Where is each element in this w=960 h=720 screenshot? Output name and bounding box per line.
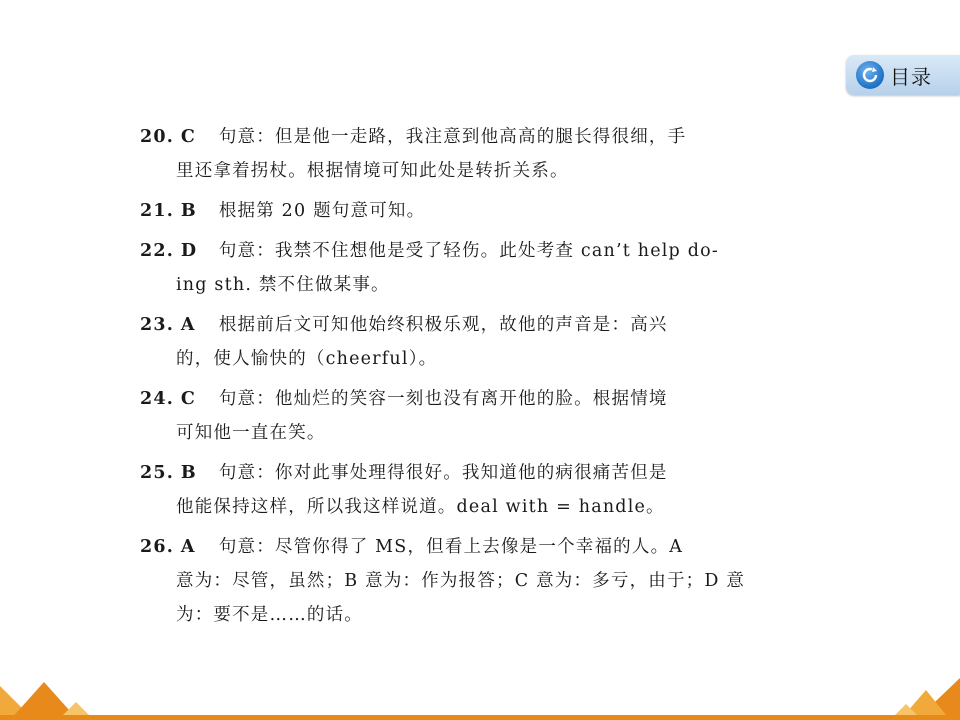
answer-key: A <box>180 315 196 335</box>
answer-text: 句意：他灿烂的笑容一刻也没有离开他的脸。根据情境 <box>218 389 668 409</box>
answer-text: 根据第 20 题句意可知。 <box>218 201 426 221</box>
answer-text: 意为：尽管，虽然；B 意为：作为报答；C 意为：多亏，由于；D 意 <box>176 571 746 591</box>
answer-text: 为：要不是……的话。 <box>176 605 363 625</box>
answer-text: 句意：但是他一走路，我注意到他高高的腿长得很细，手 <box>218 127 687 147</box>
corner-decoration-left <box>0 668 110 720</box>
answer-item <box>140 194 778 228</box>
answer-first-line <box>140 382 778 416</box>
answer-text: 里还拿着拐杖。根据情境可知此处是转折关系。 <box>176 161 569 181</box>
answer-text: 根据前后文可知他始终积极乐观，故他的声音是：高兴 <box>218 315 668 335</box>
answer-first-line <box>140 308 778 342</box>
answer-item <box>140 234 778 302</box>
answer-key: D <box>180 241 198 261</box>
answer-number: 26. <box>140 537 175 557</box>
answer-number: 23. <box>140 315 175 335</box>
answer-number: 22. <box>140 241 175 261</box>
answer-number: 21. <box>140 201 175 221</box>
answer-text: ing sth. 禁不住做某事。 <box>176 275 390 295</box>
answer-text: 的，使人愉快的（cheerful）。 <box>176 349 438 369</box>
answer-first-line <box>140 530 778 564</box>
answer-number: 25. <box>140 463 175 483</box>
answer-key: C <box>180 389 196 409</box>
answer-key: A <box>180 537 196 557</box>
answer-item <box>140 308 778 376</box>
answer-item <box>140 382 778 450</box>
answer-text: 句意：尽管你得了 MS，但看上去像是一个幸福的人。A <box>218 537 684 557</box>
answer-first-line <box>140 120 778 154</box>
answer-first-line <box>140 456 778 490</box>
answer-text: 他能保持这样，所以我这样说道。deal with = handle。 <box>176 497 665 517</box>
answer-key: B <box>180 463 197 483</box>
answer-text: 句意：我禁不住想他是受了轻伤。此处考查 can’t help do- <box>218 241 719 261</box>
answer-item <box>140 456 778 524</box>
corner-decoration-right <box>850 668 960 720</box>
answer-list <box>140 120 778 638</box>
answer-number: 24. <box>140 389 175 409</box>
toc-label: 目录 <box>890 64 932 89</box>
answer-number: 20. <box>140 127 175 147</box>
answer-item <box>140 120 778 188</box>
answer-first-line <box>140 234 778 268</box>
footer-bar <box>0 715 960 720</box>
toc-button[interactable] <box>846 55 960 95</box>
answer-item <box>140 530 778 632</box>
answer-first-line <box>140 194 778 228</box>
refresh-circle-icon <box>856 61 884 89</box>
answer-text: 句意：你对此事处理得很好。我知道他的病很痛苦但是 <box>218 463 668 483</box>
answer-key: C <box>180 127 196 147</box>
answer-key: B <box>180 201 197 221</box>
answer-text: 可知他一直在笑。 <box>176 423 326 443</box>
